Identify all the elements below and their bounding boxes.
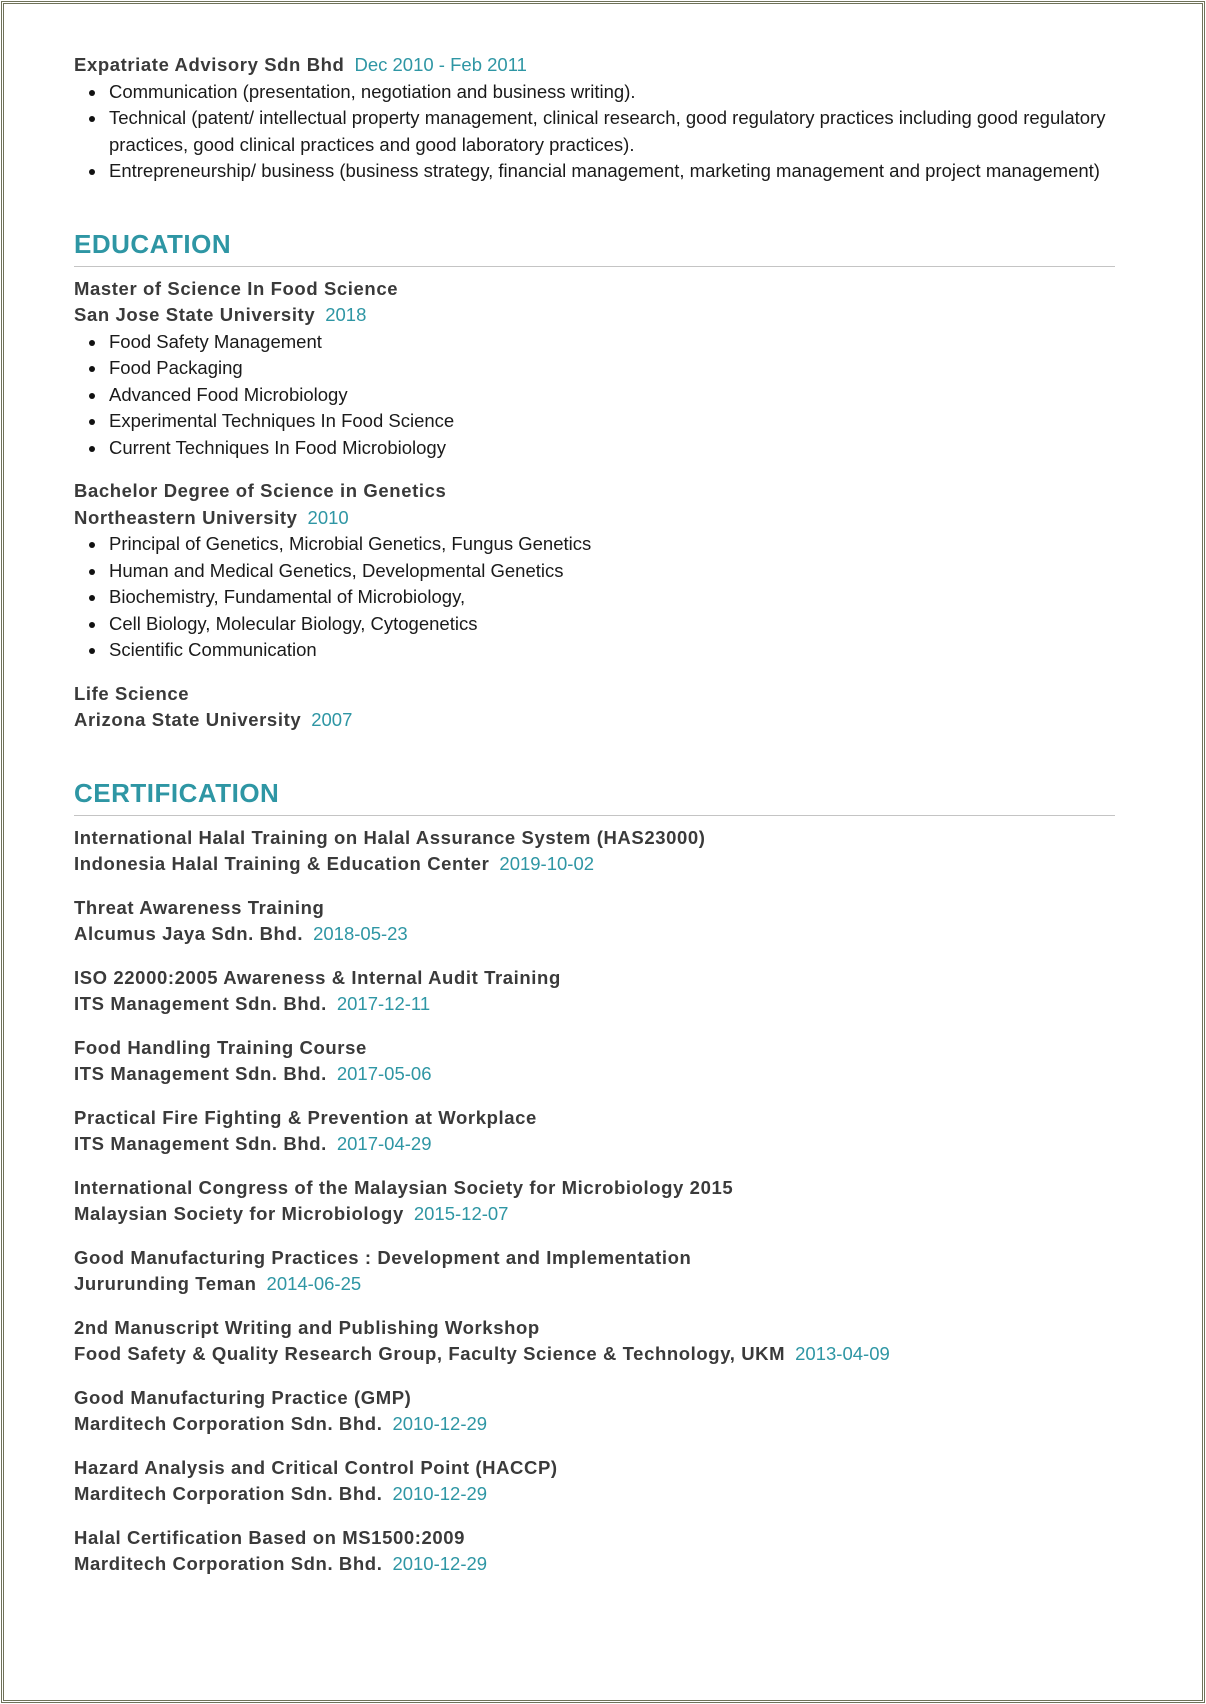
certification-entry	[74, 895, 1115, 948]
certification-title: Practical Fire Fighting & Prevention at Workplace	[74, 1106, 537, 1128]
list-item: Experimental Techniques In Food Science	[109, 408, 1115, 435]
certification-title: Food Handling Training Course	[74, 1036, 367, 1058]
certification-entry	[74, 1385, 1115, 1438]
certification-org-line	[74, 1341, 1115, 1368]
certification-org-line	[74, 1551, 1115, 1578]
certification-date: 2017-04-29	[336, 1133, 432, 1154]
education-entry	[74, 681, 1115, 734]
certification-org: ITS Management Sdn. Bhd.	[74, 993, 327, 1014]
certification-entry	[74, 1525, 1115, 1578]
certification-date: 2017-12-11	[336, 993, 431, 1014]
certification-entry	[74, 1035, 1115, 1088]
certification-date: 2010-12-29	[392, 1413, 488, 1434]
experience-header	[74, 52, 1115, 79]
certification-entry	[74, 825, 1115, 878]
certification-org: Indonesia Halal Training & Education Center	[74, 853, 490, 874]
certification-org: Malaysian Society for Microbiology	[74, 1203, 404, 1224]
degree-title: Bachelor Degree of Science in Genetics	[74, 480, 447, 501]
certification-org-line	[74, 1201, 1115, 1228]
certification-date: 2014-06-25	[266, 1273, 362, 1294]
certification-title: Threat Awareness Training	[74, 896, 325, 918]
certification-title: Good Manufacturing Practice (GMP)	[74, 1386, 412, 1408]
certification-entry	[74, 965, 1115, 1018]
list-item: Biochemistry, Fundamental of Microbiology,	[109, 584, 1115, 611]
certification-title: International Halal Training on Halal Assurance System (HAS23000)	[74, 826, 706, 848]
list-item: Current Techniques In Food Microbiology	[109, 435, 1115, 462]
list-item: Scientific Communication	[109, 637, 1115, 664]
list-item: Cell Biology, Molecular Biology, Cytogenetics	[109, 611, 1115, 638]
certification-org: ITS Management Sdn. Bhd.	[74, 1133, 327, 1154]
list-item: Communication (presentation, negotiation and business writing).	[109, 79, 1115, 106]
graduation-year: 2018	[325, 304, 367, 325]
certification-org-line	[74, 991, 1115, 1018]
certification-title: Halal Certification Based on MS1500:2009	[74, 1526, 466, 1548]
certification-org: Marditech Corporation Sdn. Bhd.	[74, 1413, 383, 1434]
section-heading-certification: CERTIFICATION	[74, 777, 1115, 816]
list-item: Advanced Food Microbiology	[109, 382, 1115, 409]
certification-date: 2015-12-07	[413, 1203, 509, 1224]
certification-org-line	[74, 851, 1115, 878]
course-list	[74, 329, 1115, 462]
certification-entry	[74, 1455, 1115, 1508]
certification-title: ISO 22000:2005 Awareness & Internal Audit Training	[74, 966, 561, 988]
education-list	[74, 276, 1115, 734]
certification-entry	[74, 1105, 1115, 1158]
education-entry	[74, 276, 1115, 462]
certification-entry	[74, 1315, 1115, 1368]
certification-date: 2017-05-06	[336, 1063, 432, 1084]
certification-org: ITS Management Sdn. Bhd.	[74, 1063, 327, 1084]
degree-title: Master of Science In Food Science	[74, 277, 399, 299]
certification-org-line	[74, 1131, 1115, 1158]
certification-org: Marditech Corporation Sdn. Bhd.	[74, 1553, 383, 1574]
certification-date: 2010-12-29	[392, 1553, 488, 1574]
certification-org: Alcumus Jaya Sdn. Bhd.	[74, 923, 304, 944]
certification-title: 2nd Manuscript Writing and Publishing Workshop	[74, 1316, 540, 1338]
certification-date: 2010-12-29	[392, 1483, 488, 1504]
company-name: Expatriate Advisory Sdn Bhd	[74, 54, 345, 75]
school-name: San Jose State University	[74, 304, 316, 325]
certification-date: 2018-05-23	[313, 923, 408, 944]
resume-page	[74, 52, 1115, 1578]
list-item: Human and Medical Genetics, Developmental Genetics	[109, 558, 1115, 585]
experience-entry	[74, 52, 1115, 185]
school-line	[74, 302, 1115, 329]
school-name: Northeastern University	[74, 506, 298, 528]
certification-org-line	[74, 921, 1115, 948]
certification-org-line	[74, 1481, 1115, 1508]
graduation-year: 2010	[307, 506, 349, 528]
section-heading-education: EDUCATION	[74, 228, 1115, 267]
certification-date: 2019-10-02	[499, 853, 595, 874]
education-entry	[74, 478, 1115, 664]
degree-title: Life Science	[74, 682, 190, 704]
list-item: Food Packaging	[109, 355, 1115, 382]
certification-org-line	[74, 1271, 1115, 1298]
certification-org: Jururunding Teman	[74, 1273, 257, 1294]
certification-entry	[74, 1175, 1115, 1228]
certification-title: Good Manufacturing Practices : Development and Implementation	[74, 1246, 692, 1268]
certification-org-line	[74, 1411, 1115, 1438]
certification-org: Food Safety & Quality Research Group, Faculty Science & Technology, UKM	[74, 1343, 786, 1364]
school-line	[74, 505, 1115, 532]
school-line	[74, 707, 1115, 734]
school-name: Arizona State University	[74, 709, 302, 730]
list-item: Principal of Genetics, Microbial Genetics, Fungus Genetics	[109, 531, 1115, 558]
certification-title: International Congress of the Malaysian Society for Microbiology 2015	[74, 1176, 734, 1198]
experience-dates: Dec 2010 - Feb 2011	[354, 54, 527, 75]
course-list	[74, 531, 1115, 664]
certification-org: Marditech Corporation Sdn. Bhd.	[74, 1483, 383, 1504]
experience-bullets	[74, 79, 1115, 185]
certification-entry	[74, 1245, 1115, 1298]
certification-title: Hazard Analysis and Critical Control Point (HACCP)	[74, 1456, 558, 1478]
graduation-year: 2007	[311, 709, 353, 730]
certification-org-line	[74, 1061, 1115, 1088]
certification-date: 2013-04-09	[795, 1343, 890, 1364]
list-item: Entrepreneurship/ business (business strategy, financial management, marketing management and project management)	[109, 158, 1109, 185]
list-item: Food Safety Management	[109, 329, 1115, 356]
certification-list	[74, 825, 1115, 1578]
list-item: Technical (patent/ intellectual property management, clinical research, good regulatory practices including good regulatory practices, good clinical practices and good laboratory practices).	[109, 105, 1109, 158]
